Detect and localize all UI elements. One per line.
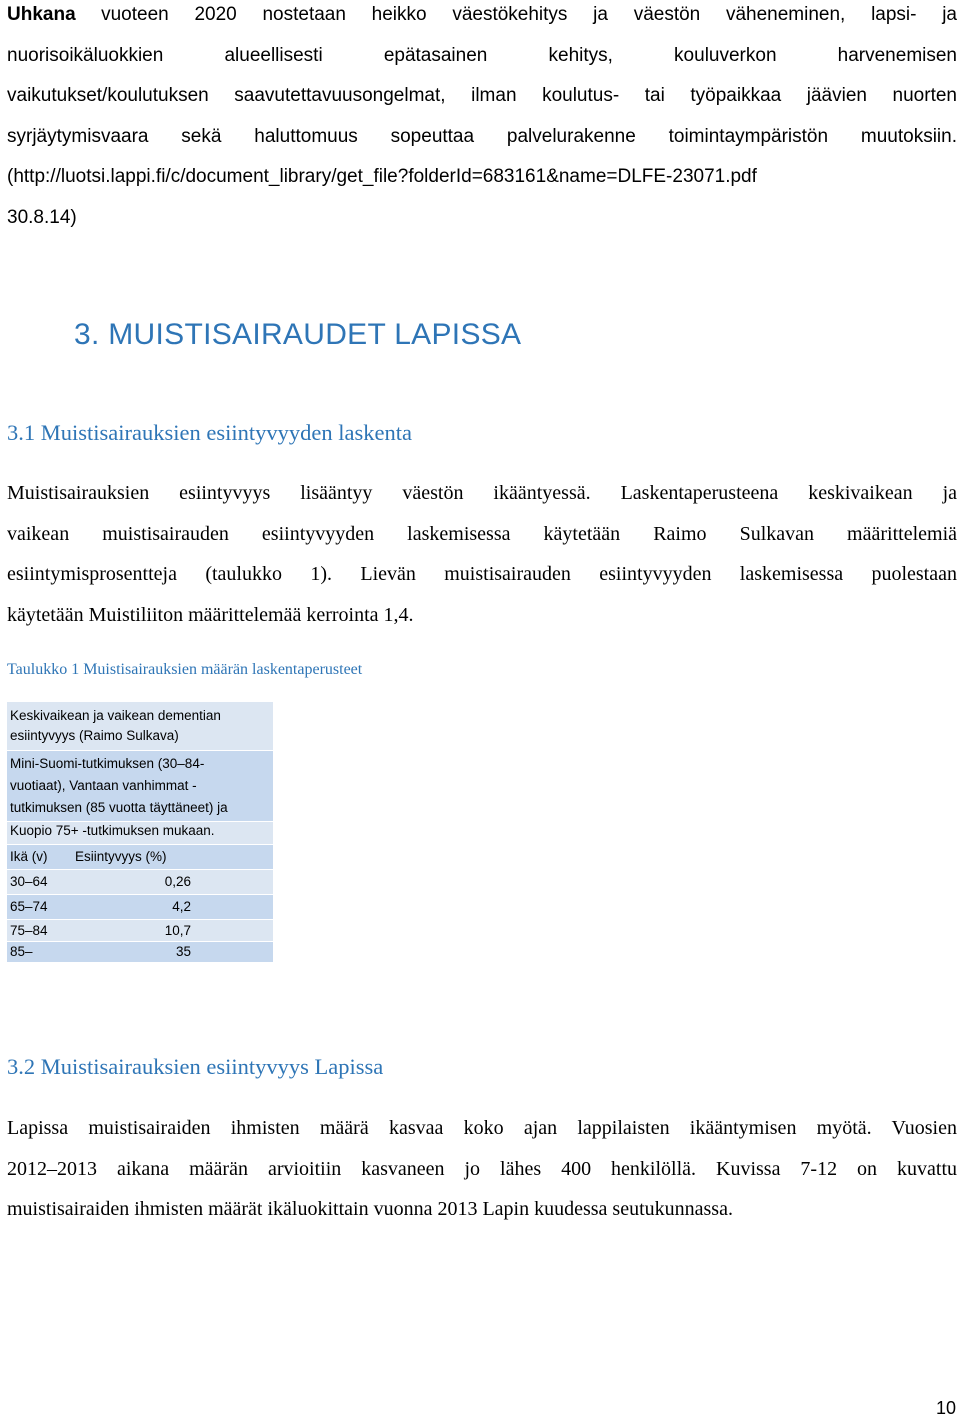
intro-url: (http://luotsi.lappi.fi/c/document_library/get_file?folderId=683161&name=DLFE-23071.pdf xyxy=(7,166,757,187)
age-cell: 65–74 xyxy=(10,899,48,914)
section-heading-3-2: 3.2 Muistisairauksien esiintyvyys Lapissa xyxy=(7,1054,384,1079)
intro-bold-word: Uhkana xyxy=(7,4,76,25)
prevalence-cell: 4,2 xyxy=(172,899,191,914)
table-row xyxy=(7,920,273,941)
page-number: 10 xyxy=(936,1398,957,1418)
table-source-end xyxy=(7,822,273,844)
intro-line-4: syrjäytymisvaara sekä haluttomuus sopeuttaa palvelurakenne toimintaympäristön muutoksiin. xyxy=(7,125,957,147)
prevalence-table xyxy=(7,702,273,962)
table-intro-line: Keskivaikean ja vaikean dementian xyxy=(10,708,221,723)
table-title-block xyxy=(7,702,273,750)
paragraph-line: vaikean muistisairauden esiintyvyyden laskemisessa käytetään Raimo Sulkavan määrittelemiä xyxy=(7,522,957,545)
table-intro-line: esiintyvyys (Raimo Sulkava) xyxy=(10,728,179,743)
section-heading-3-1: 3.1 Muistisairauksien esiintyvyyden laskenta xyxy=(7,420,412,445)
prevalence-cell: 35 xyxy=(175,944,191,959)
paragraph-line: käytetään Muistiliiton määrittelemää kerrointa 1,4. xyxy=(7,603,414,626)
intro-line-1 xyxy=(7,0,957,36)
intro-paragraph xyxy=(7,0,957,238)
table-source-block xyxy=(7,751,273,821)
column-header-prevalence: Esiintyvyys (%) xyxy=(75,849,167,864)
table-intro-line: Mini-Suomi-tutkimuksen (30–84- xyxy=(10,756,205,771)
section-2-paragraph xyxy=(7,1108,957,1230)
paragraph-line: 2012–2013 aikana määrän arvioitiin kasvaneen jo lähes 400 henkilöllä. Kuvissa 7-12 on kuvattu xyxy=(7,1157,957,1180)
table-header-row xyxy=(7,845,273,869)
table-intro-line: vuotiaat), Vantaan vanhimmat - xyxy=(10,778,197,793)
age-cell: 85– xyxy=(10,944,33,959)
paragraph-line: Muistisairauksien esiintyvyys lisääntyy väestön ikääntyessä. Laskentaperusteena keskivaikean ja xyxy=(7,482,957,504)
table-caption: Taulukko 1 Muistisairauksien määrän laskentaperusteet xyxy=(7,661,363,678)
table-intro-line: Kuopio 75+ -tutkimuksen mukaan. xyxy=(10,823,215,838)
section-1-paragraph xyxy=(7,473,957,635)
paragraph-line: Lapissa muistisairaiden ihmisten määrä kasvaa koko ajan lappilaisten ikääntymisen myötä. Vuosien xyxy=(7,1117,957,1139)
table-row xyxy=(7,870,273,894)
table-intro-line: tutkimuksen (85 vuotta täyttäneet) ja xyxy=(10,800,228,815)
table-row xyxy=(7,895,273,919)
prevalence-cell: 10,7 xyxy=(164,923,191,938)
paragraph-line: muistisairaiden ihmisten määrät ikäluokittain vuonna 2013 Lapin kuudessa seutukunnassa. xyxy=(7,1198,733,1220)
age-cell: 75–84 xyxy=(10,923,48,938)
intro-date: 30.8.14) xyxy=(7,206,77,228)
age-cell: 30–64 xyxy=(10,874,48,889)
intro-line-3: vaikutukset/koulutuksen saavutettavuusongelmat, ilman koulutus- tai työpaikkaa jäävien nuorten xyxy=(7,85,957,106)
paragraph-line: esiintymisprosentteja (taulukko 1). Lievän muistisairauden esiintyvyyden laskemisessa puolestaan xyxy=(7,563,957,585)
chapter-heading: 3. MUISTISAIRAUDET LAPISSA xyxy=(74,318,522,351)
column-header-age: Ikä (v) xyxy=(10,849,48,864)
prevalence-cell: 0,26 xyxy=(164,874,191,889)
intro-line-2: nuorisoikäluokkien alueellisesti epätasainen kehitys, kouluverkon harvenemisen xyxy=(7,44,957,66)
table-row xyxy=(7,942,273,962)
intro-line-1-text: vuoteen 2020 nostetaan heikko väestökehitys ja väestön väheneminen, lapsi- ja xyxy=(101,4,958,25)
